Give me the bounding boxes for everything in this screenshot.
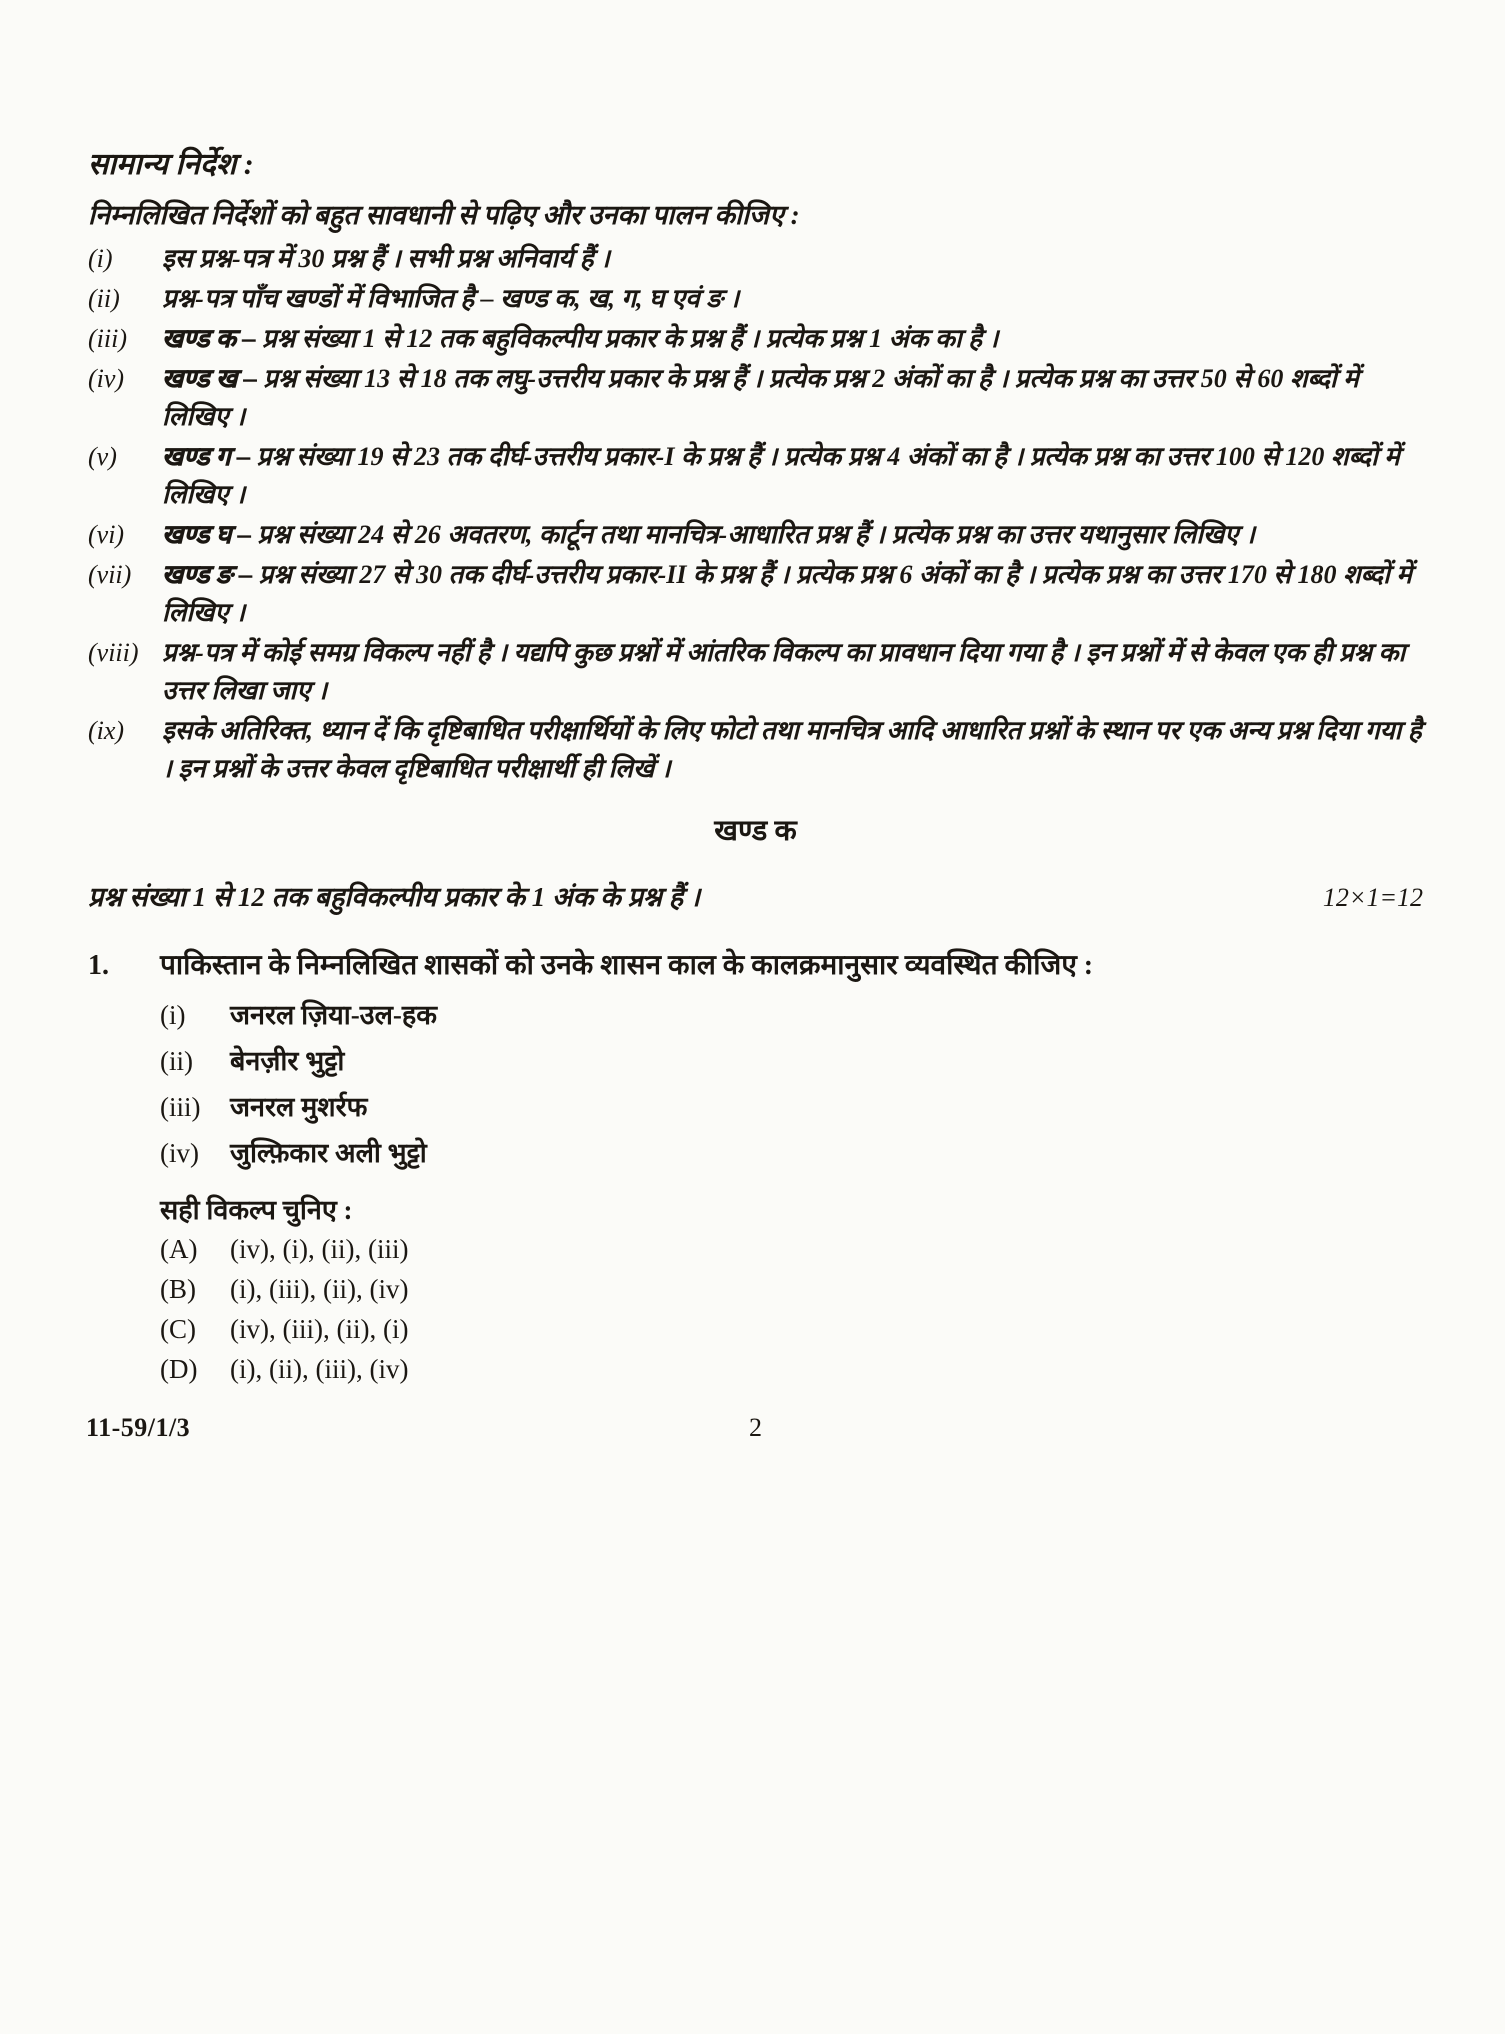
instruction-item-ix xyxy=(88,712,1423,788)
instruction-body: प्रश्न संख्या 19 से 23 तक दीर्घ-उत्तरीय प्रकार-I के प्रश्न हैं । प्रत्येक प्रश्न 4 अंकों का है । प्रत्येक प्रश्न का उत्तर 100 से 120 शब्दों में लिखिए । xyxy=(162,442,1400,509)
subitem-text: जुल्फ़िकार अली भुट्टो xyxy=(230,1138,427,1168)
instruction-item-iii xyxy=(88,320,1423,358)
instruction-text xyxy=(162,634,1423,710)
general-instructions-title: सामान्य निर्देश : xyxy=(88,148,254,181)
instruction-item-iv xyxy=(88,360,1423,436)
instruction-text xyxy=(162,516,1423,554)
general-instructions-intro: निम्नलिखित निर्देशों को बहुत सावधानी से पढ़िए और उनका पालन कीजिए : xyxy=(88,200,800,230)
option-label: (D) xyxy=(160,1354,198,1384)
instruction-label: (iv) xyxy=(88,364,125,393)
section-a-note-row xyxy=(88,877,1423,914)
subitem-label: (ii) xyxy=(160,1046,193,1076)
instruction-body: प्रश्न संख्या 24 से 26 अवतरण, कार्टून तथा मानचित्र-आधारित प्रश्न हैं । प्रत्येक प्रश्न का उत्तर यथानुसार लिखिए । xyxy=(257,520,1256,549)
instruction-text xyxy=(162,438,1423,514)
section-a-heading: खण्ड क xyxy=(714,815,797,847)
instruction-label: (vii) xyxy=(88,560,132,589)
question-1-option-a xyxy=(160,1232,1423,1267)
question-1-section xyxy=(88,946,1423,1387)
subitem-text: बेनज़ीर भुट्टो xyxy=(230,1046,345,1076)
instruction-item-viii xyxy=(88,634,1423,710)
instruction-body: इसके अतिरिक्त, ध्यान दें कि दृष्टिबाधित परीक्षार्थियों के लिए फोटो तथा मानचित्र आदि आधारित प्रश्नों के स्थान पर एक अन्य प्रश्न दिया गया है । इन प्रश्नों के उत्तर केवल दृष्टिबाधित परीक्षार्थी ही लिखें । xyxy=(162,716,1422,783)
page-footer xyxy=(88,1413,1423,1449)
instruction-body: प्रश्न-पत्र में कोई समग्र विकल्प नहीं है । यद्यपि कुछ प्रश्नों में आंतरिक विकल्प का प्रावधान दिया गया है । इन प्रश्नों में से केवल एक ही प्रश्न का उत्तर लिखा जाए । xyxy=(162,638,1406,705)
instruction-text xyxy=(162,360,1423,436)
question-1-subitem-iv xyxy=(160,1136,1423,1170)
instruction-body: प्रश्न संख्या 13 से 18 तक लघु-उत्तरीय प्रकार के प्रश्न हैं । प्रत्येक प्रश्न 2 अंकों का है । प्रत्येक प्रश्न का उत्तर 50 से 60 शब्दों में लिखिए । xyxy=(162,364,1359,431)
option-label: (B) xyxy=(160,1274,196,1304)
instruction-body: प्रश्न संख्या 1 से 12 तक बहुविकल्पीय प्रकार के प्रश्न हैं । प्रत्येक प्रश्न 1 अंक का है । xyxy=(262,324,999,353)
instruction-body: प्रश्न संख्या 27 से 30 तक दीर्घ-उत्तरीय प्रकार-II के प्रश्न हैं । प्रत्येक प्रश्न 6 अंकों का है । प्रत्येक प्रश्न का उत्तर 170 से 180 शब्दों में लिखिए । xyxy=(162,560,1412,627)
question-text: पाकिस्तान के निम्नलिखित शासकों को उनके शासन काल के कालक्रमानुसार व्यवस्थित कीजिए : xyxy=(160,950,1094,981)
section-a-marks: 12×1=12 xyxy=(1322,883,1423,912)
instruction-text xyxy=(162,556,1423,632)
option-text: (i), (ii), (iii), (iv) xyxy=(230,1354,409,1384)
instruction-text xyxy=(162,320,1423,358)
instruction-label: (vi) xyxy=(88,520,125,549)
instruction-khand-prefix: खण्ड ग – xyxy=(162,442,257,471)
instruction-khand-prefix: खण्ड ङ – xyxy=(162,560,259,589)
instruction-label: (iii) xyxy=(88,324,127,353)
instruction-item-vi xyxy=(88,516,1423,554)
instruction-text xyxy=(162,280,1423,318)
question-1-subitem-ii xyxy=(160,1044,1423,1078)
instruction-khand-prefix: खण्ड ख – xyxy=(162,364,264,393)
instruction-label: (ii) xyxy=(88,284,120,313)
option-label: (A) xyxy=(160,1234,198,1264)
instruction-item-i xyxy=(88,240,1423,278)
subitem-label: (iii) xyxy=(160,1092,201,1122)
instruction-label: (i) xyxy=(88,244,113,273)
instruction-label: (viii) xyxy=(88,638,139,667)
option-text: (iv), (iii), (ii), (i) xyxy=(230,1314,409,1344)
question-1-option-d xyxy=(160,1352,1423,1387)
general-instructions-section xyxy=(88,142,1423,788)
option-text: (i), (iii), (ii), (iv) xyxy=(230,1274,409,1304)
subitem-label: (iv) xyxy=(160,1138,199,1168)
question-1-option-c xyxy=(160,1312,1423,1347)
question-number: 1. xyxy=(88,950,109,981)
paper-code: 11-59/1/3 xyxy=(86,1413,191,1442)
section-a-note: प्रश्न संख्या 1 से 12 तक बहुविकल्पीय प्रकार के 1 अंक के प्रश्न हैं । xyxy=(88,882,701,912)
instruction-item-v xyxy=(88,438,1423,514)
page-number: 2 xyxy=(749,1413,762,1442)
subitem-label: (i) xyxy=(160,1000,186,1030)
option-text: (iv), (i), (ii), (iii) xyxy=(230,1234,409,1264)
instruction-label: (ix) xyxy=(88,716,125,745)
instruction-text xyxy=(162,712,1423,788)
instruction-text xyxy=(162,240,1423,278)
instruction-body: प्रश्न-पत्र पाँच खण्डों में विभाजित है – खण्ड क, ख, ग, घ एवं ङ । xyxy=(162,284,740,313)
subitem-text: जनरल ज़िया-उल-हक xyxy=(230,1000,437,1030)
subitem-text: जनरल मुशर्रफ xyxy=(230,1092,368,1122)
instruction-label: (v) xyxy=(88,442,117,471)
instruction-body: इस प्रश्न-पत्र में 30 प्रश्न हैं । सभी प्रश्न अनिवार्य हैं । xyxy=(162,244,610,273)
question-1-subitem-iii xyxy=(160,1090,1423,1124)
question-1-option-b xyxy=(160,1272,1423,1307)
instruction-item-ii xyxy=(88,280,1423,318)
option-label: (C) xyxy=(160,1314,196,1344)
instruction-khand-prefix: खण्ड क – xyxy=(162,324,262,353)
question-1 xyxy=(88,946,1423,986)
instruction-khand-prefix: खण्ड घ – xyxy=(162,520,258,549)
instruction-item-vii xyxy=(88,556,1423,632)
question-1-subitem-i xyxy=(160,998,1423,1032)
choose-option-prompt: सही विकल्प चुनिए : xyxy=(160,1195,353,1225)
